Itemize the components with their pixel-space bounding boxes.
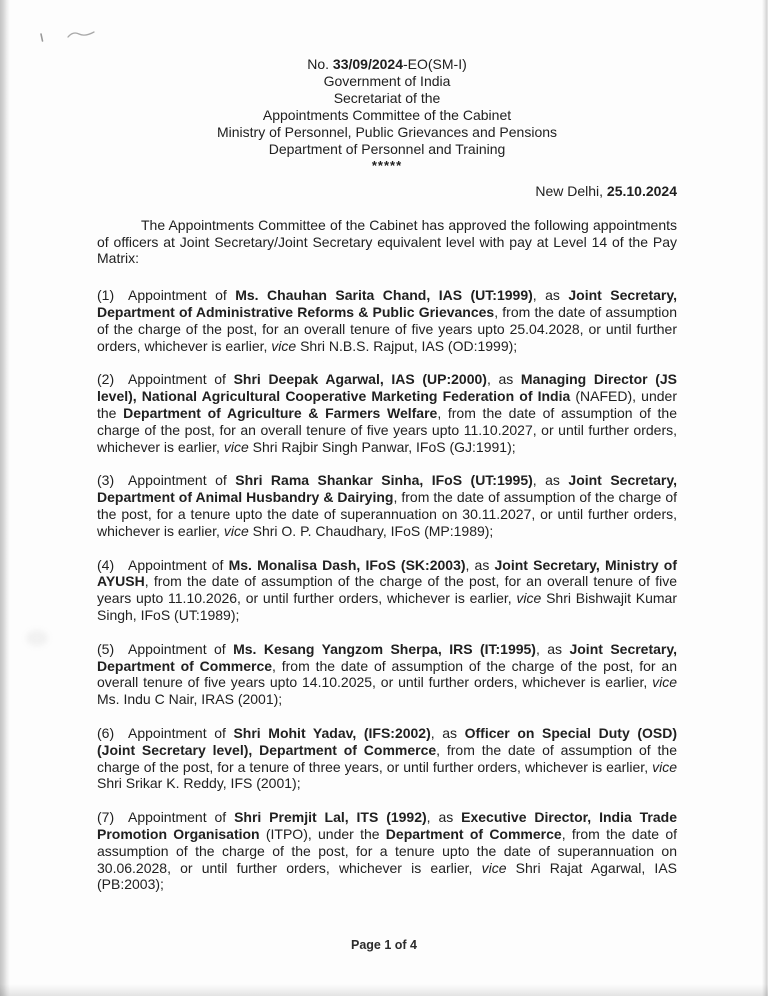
reference-suffix: -EO(SM-I)	[403, 56, 467, 72]
appointment-text: Appointment of Ms. Monalisa Dash, IFoS (SK:2003), as Joint Secretary, Ministry of AYUSH, from the date of assumption of the charge of the post, for an overall tenure of five years upto 11.10.2026, or until further orders, whichever is earlier, vice Shri Bishwajit Kumar Singh, IFoS (UT:1989);	[97, 556, 678, 623]
item-number: (4)	[97, 556, 115, 573]
asterisk-separator: *****	[371, 158, 403, 173]
letterhead	[97, 56, 677, 172]
dateline	[97, 183, 677, 200]
appointment-item	[97, 371, 677, 455]
dateline-place: New Delhi,	[535, 183, 607, 199]
reference-prefix: No.	[307, 56, 333, 72]
appointment-text: Appointment of Shri Mohit Yadav, (IFS:2002), as Officer on Special Duty (OSD) (Joint Secretary level), Department of Commerce, from the date of assumption of the charge of the post, for a tenure of three years, or until further orders, whichever is earlier, vice Shri Srikar K. Reddy, IFS (2001);	[97, 724, 678, 792]
appointment-item	[97, 557, 677, 624]
intro-paragraph: The Appointments Committee of the Cabinet has approved the following appointments of officers at Joint Secretary/Joint Secretary equivalent level with pay at Level 14 of the Pay Matrix:	[97, 216, 677, 267]
page-right-edge-shadow	[762, 0, 768, 996]
appointment-item	[97, 641, 677, 708]
dateline-date: 25.10.2024	[606, 183, 677, 199]
org-line-secretariat: Secretariat of the	[333, 90, 441, 106]
appointment-text: Appointment of Ms. Kesang Yangzom Sherpa, IRS (IT:1995), as Joint Secretary, Department of Commerce, from the date of assumption of the charge of the post, for an overall tenure of five years upto 14.10.2025, or until further orders, whichever is earlier, vice Ms. Indu C Nair, IRAS (2001);	[97, 640, 677, 708]
org-line-ministry: Ministry of Personnel, Public Grievances and Pensions	[216, 124, 558, 140]
appointment-text: Appointment of Ms. Chauhan Sarita Chand, IAS (UT:1999), as Joint Secretary, Department of Administrative Reforms & Public Grievances, from the date of assumption of the charge of the post, for an overall tenure of five years upto 25.04.2028, or until further orders, whichever is earlier, vice Shri N.B.S. Rajput, IAS (OD:1999);	[97, 287, 677, 354]
item-number: (5)	[97, 640, 115, 657]
item-number: (7)	[97, 809, 115, 826]
scan-smudge	[26, 630, 48, 646]
pen-tick-mark	[41, 34, 43, 41]
appointment-item	[97, 809, 677, 893]
page-bottom-edge-shadow	[0, 984, 768, 996]
org-line-department: Department of Personnel and Training	[268, 141, 506, 157]
page-number-footer: Page 1 of 4	[351, 938, 417, 952]
appointments-list	[97, 287, 677, 893]
appointment-item	[97, 472, 677, 539]
pen-marks	[30, 24, 110, 50]
item-number: (1)	[97, 287, 115, 304]
appointment-item	[97, 725, 677, 792]
reference-number: 33/09/2024	[332, 56, 403, 72]
document-body	[97, 56, 677, 910]
appointment-text: Appointment of Shri Premjit Lal, ITS (1992), as Executive Director, India Trade Promotion Organisation (ITPO), under the Department of Commerce, from the date of assumption of the charge of the post, for a tenure upto the date of superannuation on 30.06.2028, or until further orders, whichever is earlier, vice Shri Rajat Agarwal, IAS (PB:2003);	[97, 809, 677, 893]
org-line-government: Government of India	[323, 73, 451, 89]
reference-number-line	[97, 56, 677, 73]
page-left-edge-shadow	[0, 0, 10, 996]
appointment-item	[97, 287, 677, 354]
appointment-text: Appointment of Shri Deepak Agarwal, IAS (UP:2000), as Managing Director (JS level), National Agricultural Cooperative Marketing Federation of India (NAFED), under the Department of Agriculture & Farmers Welfare, from the date of assumption of the charge of the post, for an overall tenure of five years upto 11.10.2027, or until further orders, whichever is earlier, vice Shri Rajbir Singh Panwar, IFoS (GJ:1991);	[97, 371, 678, 455]
item-number: (6)	[97, 724, 115, 741]
org-line-committee: Appointments Committee of the Cabinet	[262, 107, 512, 123]
item-number: (3)	[97, 472, 115, 489]
appointment-text: Appointment of Shri Rama Shankar Sinha, IFoS (UT:1995), as Joint Secretary, Department of Animal Husbandry & Dairying, from the date of assumption of the charge of the post, for a tenure upto the date of superannuation on 30.11.2027, or until further orders, whichever is earlier, vice Shri O. P. Chaudhary, IFoS (MP:1989);	[97, 472, 678, 539]
pen-squiggle-mark	[68, 32, 94, 37]
item-number: (2)	[97, 371, 115, 388]
